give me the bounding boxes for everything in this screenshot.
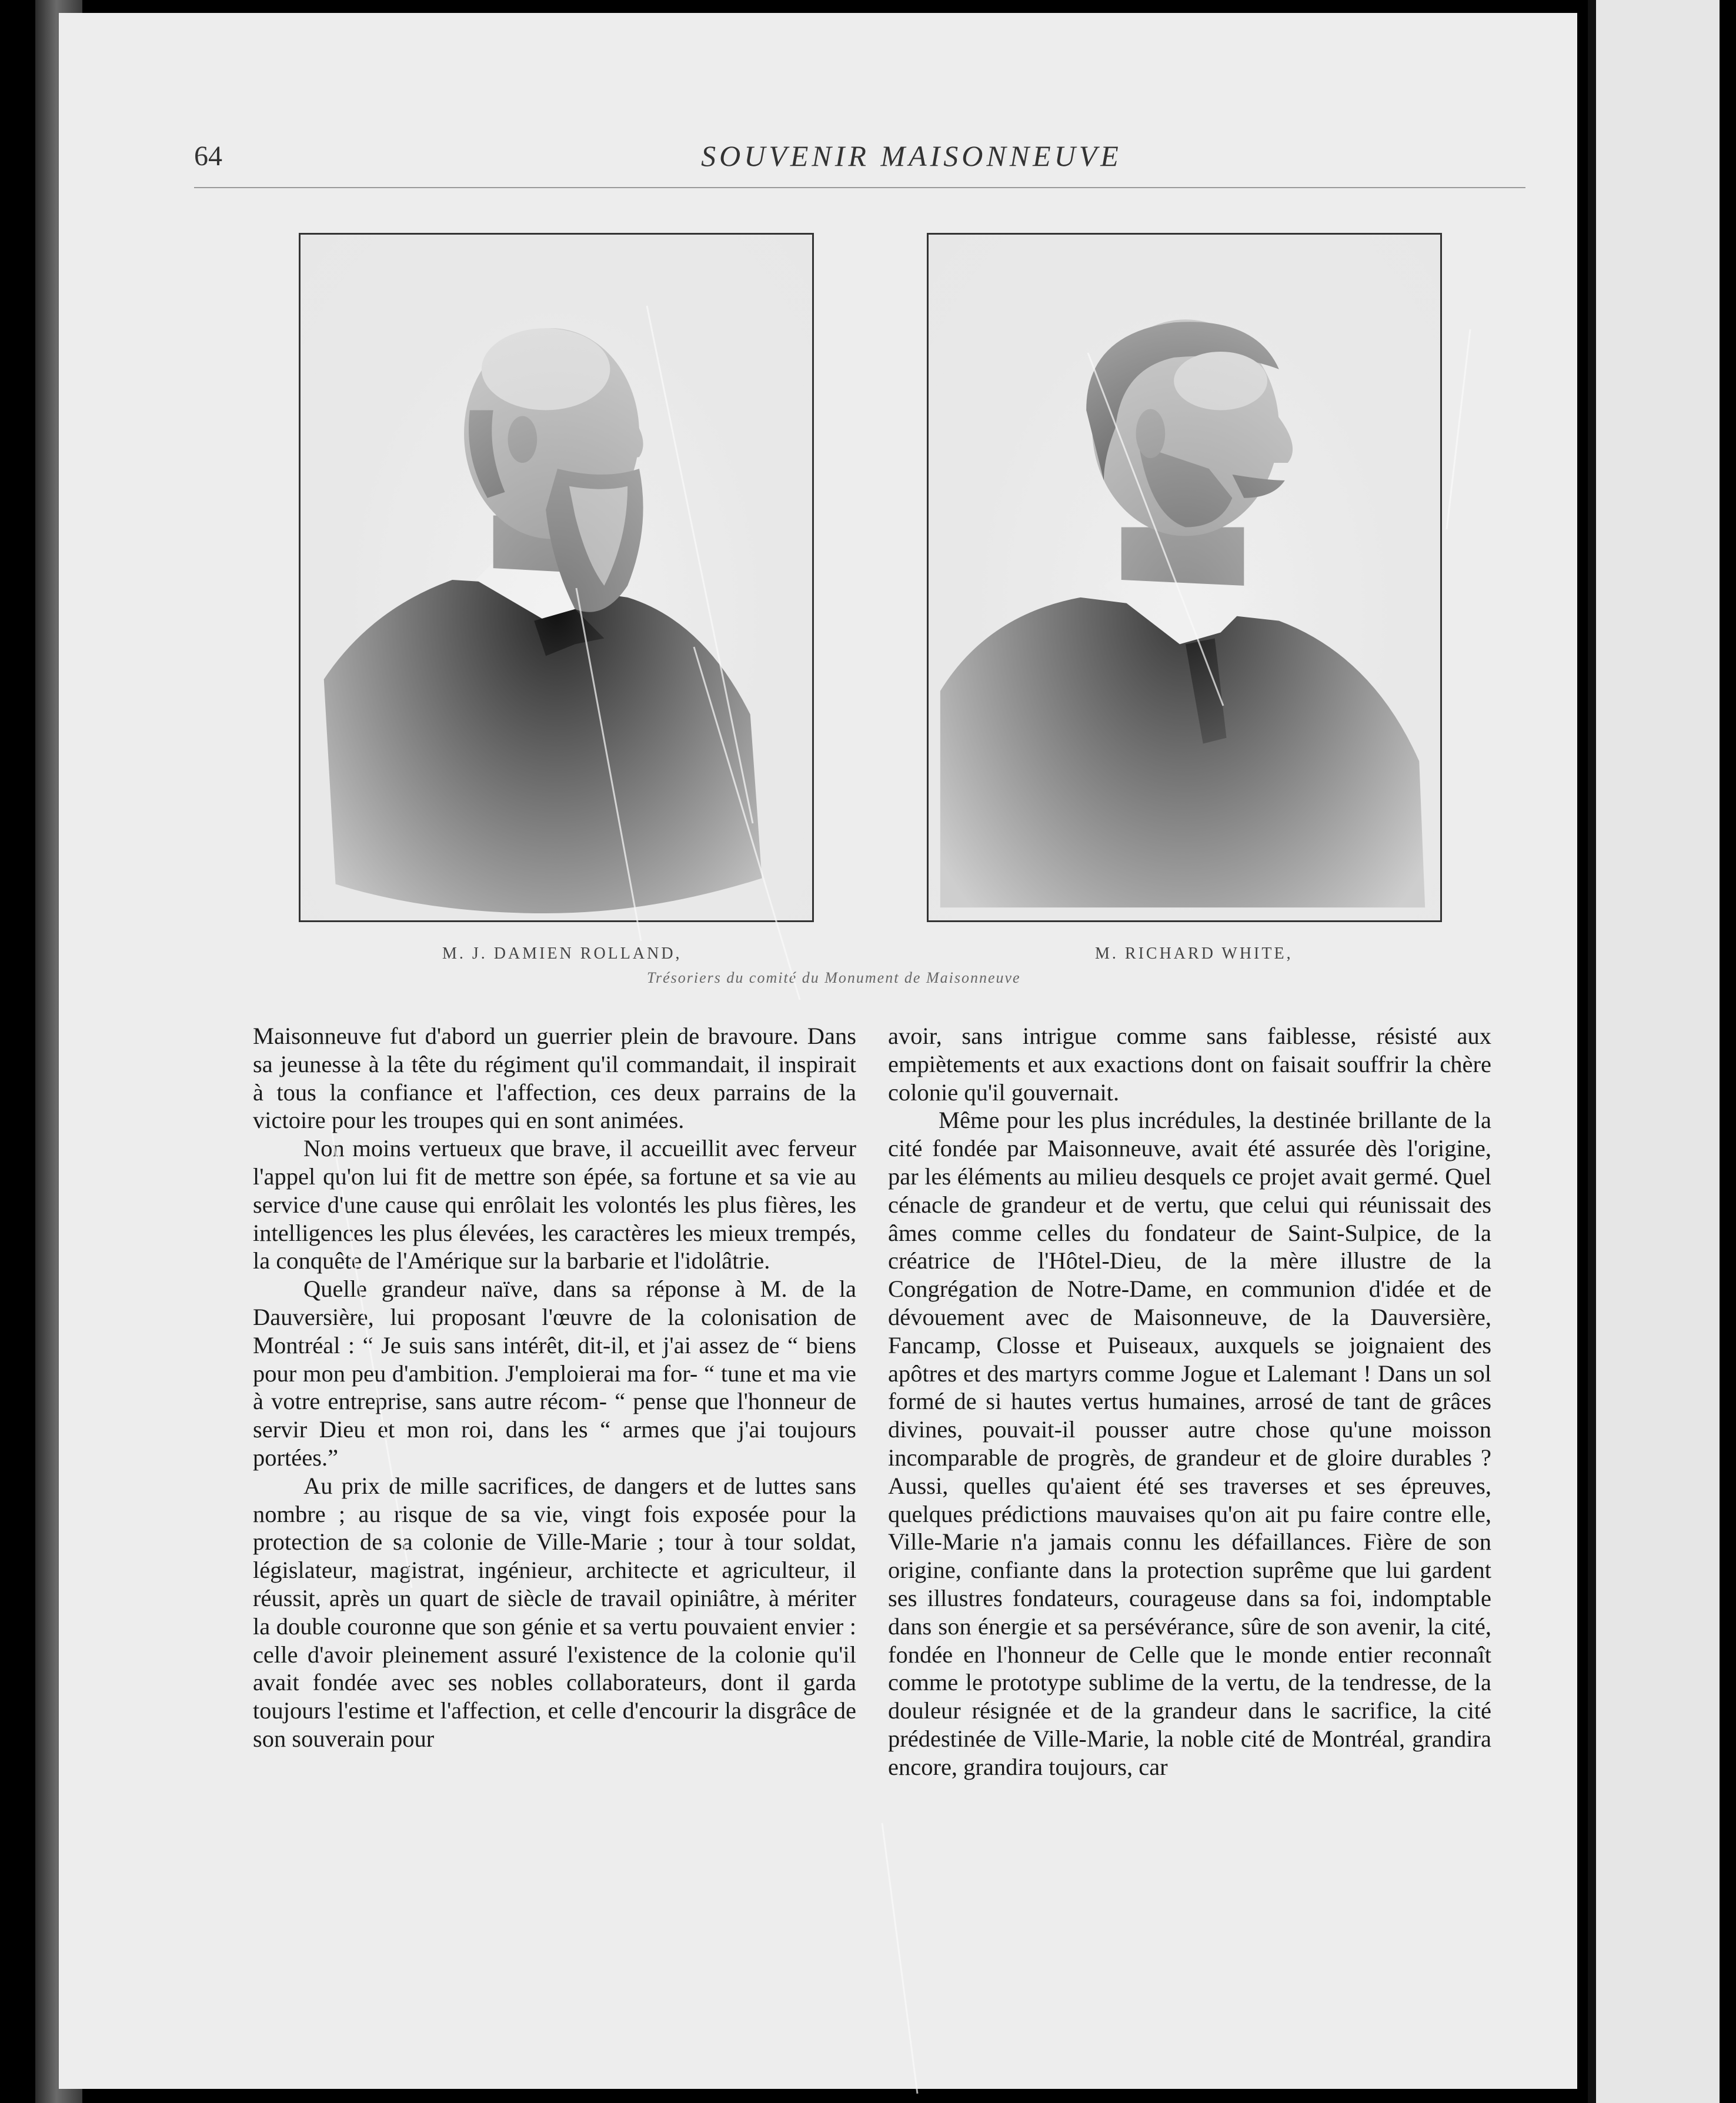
running-title: SOUVENIR MAISONNEUVE — [701, 139, 1122, 172]
portrait-caption-right: M. RICHARD WHITE, — [1095, 944, 1293, 963]
portrait-image — [301, 235, 812, 920]
text-column-left — [253, 1022, 856, 1753]
paragraph: Au prix de mille sacrifices, de dangers et de luttes sans nombre ; au risque de sa vie, vingt fois exposée pour la protection de sa colonie de Ville-Marie ; tour à tour soldat, législateur, magistrat, ingénieur, architecte et agriculteur, il réussit, après un quart de siècle de travail opiniâtre, à mériter la double couronne que son génie et sa vertu pouvaient envier : celle d'avoir pleinement assuré l'existence de la colonie qu'il avait fondée avec ses nobles collaborateurs, dont il garda toujours l'estime et l'affection, et celle d'encourir la disgrâce de son souverain pour — [253, 1472, 856, 1752]
paragraph: Non moins vertueux que brave, il accueillit avec ferveur l'appel qu'on lui fit de mettre son épée, sa fortune et sa vie au service d'une cause qui enrôlait les volontés les plus fières, les intelligences les plus élevées, les caractères les mieux trempés, la conquête de l'Amérique sur la barbarie et l'idolâtrie. — [253, 1135, 856, 1274]
portrait-caption-left: M. J. DAMIEN ROLLAND, — [442, 944, 682, 963]
paragraph: Même pour les plus incrédules, la destinée brillante de la cité fondée par Maisonneuve, avait été assurée dès l'origine, par les éléments au milieu desquels ce projet avait germé. Quel cénacle de grandeur et de vertu, que celui qui réunissait des âmes comme celles du fondateur de Saint-Sulpice, de la créatrice de l'Hôtel-Dieu, de la mère illustre de la Congrégation de Notre-Dame, en communion d'idée et de dévouement avec de Maisonneuve, de la Dauversière, Fancamp, Closse et Puiseaux, auxquels se joignaient des apôtres et des martyrs comme Jogue et Lalemant ! Dans un sol formé de si hautes vertus humaines, arrosé de tant de grâces divines, pouvait-il pousser autre chose qu'une moisson incomparable de progrès, de grandeur et de gloire durables ? Aussi, quelles qu'aient été ses traverses et ses épreuves, quelques prédictions mauvaises qu'on ait pu faire contre elle, Ville-Marie n'a jamais connu les défaillances. Fière de son origine, confiante dans la protection suprême que lui gardent ses illustres fondateurs, courageuse dans sa foi, indomptable dans son énergie et sa persévérance, sûre de son avenir, la cité, fondée en l'honneur de Celle que le monde entier reconnaît comme le prototype sublime de la vertu, de la tendresse, de la douleur résignée et de la grandeur dans le sacrifice, la cité prédestinée de Ville-Marie, la noble cité de Montréal, grandira encore, grandira toujours, car — [888, 1107, 1491, 1780]
paragraph: Quelle grandeur naïve, dans sa réponse à M. de la Dauversière, lui proposant l'œuvre de la colonisation de Montréal : “ Je suis sans intérêt, dit-il, et j'ai assez de “ biens pour mon peu d'ambition. J'emploierai ma for- “ tune et ma vie à votre entreprise, sans autre récom- “ pense que l'honneur de servir Dieu et mon roi, dans les “ armes que j'ai toujours portées.” — [253, 1276, 856, 1471]
facing-page-edge — [1588, 0, 1720, 2103]
header-rule — [194, 187, 1525, 188]
portrait-richard-white — [927, 233, 1442, 922]
portrait-damien-rolland — [299, 233, 814, 922]
portrait-shared-caption: Trésoriers du comité du Monument de Maisonneuve — [647, 969, 1021, 986]
paragraph: avoir, sans intrigue comme sans faiblesse, résisté aux empiètements et aux exactions dont on faisait souffrir la chère colonie qu'il gouvernait. — [888, 1023, 1491, 1106]
page-number: 64 — [194, 141, 222, 172]
portrait-image — [929, 235, 1440, 920]
text-column-right — [888, 1022, 1491, 1781]
paragraph: Maisonneuve fut d'abord un guerrier plein de bravoure. Dans sa jeunesse à la tête du régiment qu'il commandait, il inspirait à tous la confiance et l'affection, ces deux parrains de la victoire pour les troupes qui en sont animées. — [253, 1023, 856, 1134]
